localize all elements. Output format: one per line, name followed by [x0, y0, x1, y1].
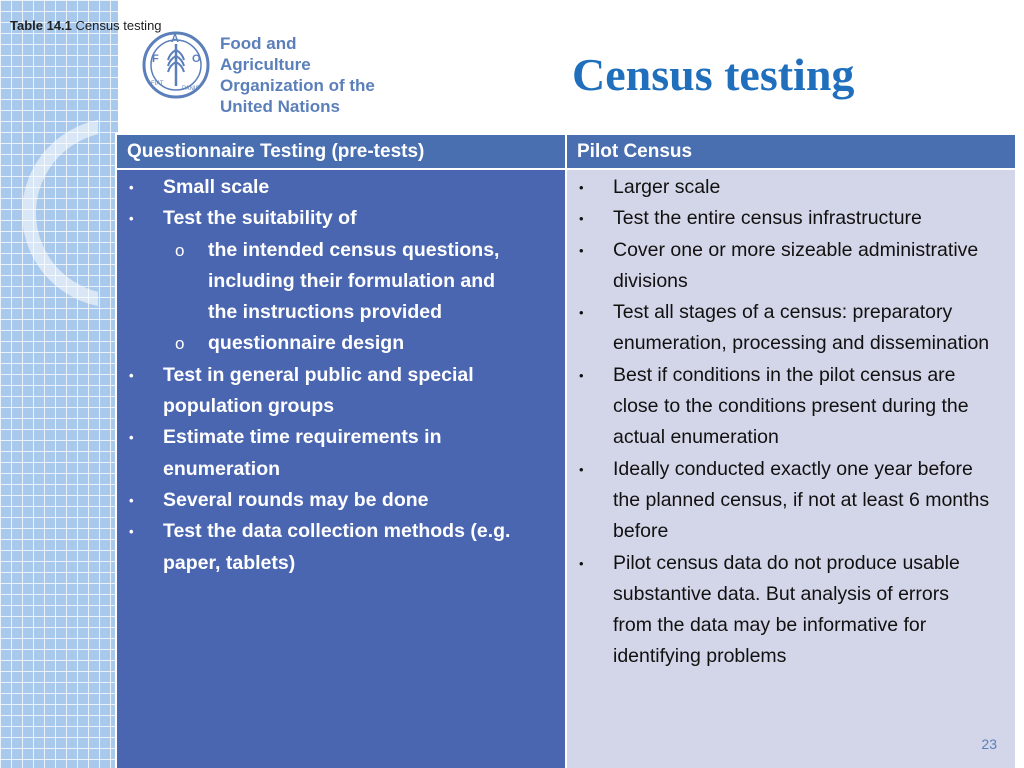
pretest-list	[117, 170, 565, 579]
pretest-item	[117, 485, 565, 516]
fao-emblem-icon	[140, 30, 212, 100]
bullet-icon: •	[579, 305, 584, 321]
bullet-icon: •	[129, 211, 134, 227]
pretest-item-text: questionnaire design	[208, 332, 405, 355]
pilot-item-text: Pilot census data do not produce usable	[613, 551, 960, 574]
bullet-icon: •	[129, 524, 134, 540]
pilot-item	[567, 328, 1015, 359]
left-column-header: Questionnaire Testing (pre-tests)	[117, 135, 565, 168]
pilot-item	[567, 203, 1015, 234]
bullet-icon: •	[579, 461, 584, 477]
pilot-item-text: substantive data. But analysis of errors	[613, 582, 950, 605]
circle-bullet-icon: o	[175, 240, 185, 260]
pilot-item	[567, 235, 1015, 266]
pilot-item-text: Cover one or more sizeable administrative	[613, 238, 979, 261]
slide-title: Census testing	[572, 49, 855, 100]
pretest-item	[117, 360, 565, 391]
pilot-item-text: Test the entire census infrastructure	[613, 207, 922, 230]
pretest-item-text: Test the data collection methods (e.g.	[163, 520, 511, 543]
pilot-item	[567, 641, 1015, 672]
pilot-item-text: enumeration, processing and dissemination	[613, 332, 990, 355]
pretest-item	[117, 172, 565, 203]
pretest-item	[117, 516, 565, 547]
emblem-motto-panis: PANIS	[182, 86, 200, 92]
pretest-item-text: Estimate time requirements in	[163, 426, 442, 449]
emblem-motto-fiat: FIAT	[151, 81, 164, 87]
pretest-item	[117, 548, 565, 579]
left-column-body	[117, 170, 565, 768]
pilot-item-text: actual enumeration	[613, 426, 779, 449]
table-caption	[10, 18, 162, 33]
bullet-icon: •	[129, 367, 134, 383]
pilot-item	[567, 266, 1015, 297]
pretest-item	[117, 422, 565, 453]
pilot-item	[567, 579, 1015, 610]
pilot-item	[567, 485, 1015, 516]
pilot-item	[567, 391, 1015, 422]
logo-line-1: Food and Agriculture	[220, 34, 311, 74]
pilot-item	[567, 297, 1015, 328]
pretest-item	[117, 454, 565, 485]
pilot-item-text: before	[613, 520, 669, 543]
pilot-item-text: close to the conditions present during the	[613, 395, 969, 418]
right-column-body	[567, 170, 1015, 768]
pretest-item-text: population groups	[163, 395, 335, 418]
pretest-item	[117, 203, 565, 234]
pilot-item-text: divisions	[613, 269, 688, 292]
pretest-item	[117, 266, 565, 297]
bullet-icon: •	[579, 180, 584, 195]
caption-text: Census testing	[75, 18, 162, 33]
pilot-item	[567, 516, 1015, 547]
bullet-icon: •	[129, 430, 134, 446]
pretest-item	[117, 328, 565, 359]
pilot-item-text: identifying problems	[613, 645, 787, 668]
pilot-item	[567, 548, 1015, 579]
pretest-item-text: Test in general public and special	[163, 363, 474, 386]
emblem-letter-f: F	[152, 53, 159, 65]
decorative-grid-strip	[0, 0, 118, 768]
emblem-letter-a: A	[171, 33, 179, 45]
pretest-item-text: Small scale	[163, 176, 270, 198]
pretest-item-text: Several rounds may be done	[163, 488, 429, 511]
pilot-item-text: the planned census, if not at least 6 months	[613, 488, 990, 511]
pretest-item-text: the instructions provided	[208, 301, 443, 324]
bullet-icon: •	[579, 242, 584, 258]
pilot-item	[567, 172, 1015, 203]
pilot-item-text: Ideally conducted exactly one year before	[613, 457, 973, 480]
pilot-item-text: from the data may be informative for	[613, 614, 927, 637]
pretest-item	[117, 297, 565, 328]
pretest-item-text: Test the suitability of	[163, 207, 357, 230]
pretest-item	[117, 391, 565, 422]
pilot-item-text: Test all stages of a census: preparatory	[613, 301, 953, 324]
bullet-icon: •	[129, 492, 134, 508]
right-column-header: Pilot Census	[567, 135, 1015, 168]
pilot-census-list	[567, 170, 1015, 673]
pilot-item-text: Larger scale	[613, 176, 721, 198]
comparison-table	[115, 133, 1017, 768]
logo-line-3: United Nations	[220, 97, 340, 116]
page-number: 23	[981, 736, 997, 752]
pretest-item-text: including their formulation and	[208, 269, 496, 292]
caption-label: Table 14.1	[10, 18, 72, 33]
pretest-item-text: paper, tablets)	[163, 551, 296, 574]
bullet-icon: •	[579, 211, 584, 227]
bullet-icon: •	[129, 180, 134, 195]
pilot-item	[567, 454, 1015, 485]
pretest-item	[117, 235, 565, 266]
circle-bullet-icon: o	[175, 334, 185, 354]
logo-line-2: Organization of the	[220, 76, 375, 95]
pilot-item-text: Best if conditions in the pilot census are	[613, 363, 956, 386]
bullet-icon: •	[579, 367, 584, 383]
fao-logo	[140, 30, 390, 116]
pilot-item	[567, 360, 1015, 391]
bullet-icon: •	[579, 555, 584, 571]
pilot-item	[567, 610, 1015, 641]
pretest-item-text: enumeration	[163, 457, 281, 480]
pilot-item	[567, 422, 1015, 453]
fao-logo-text	[220, 33, 390, 117]
emblem-letter-o: O	[192, 53, 201, 65]
pretest-item-text: the intended census questions,	[208, 238, 500, 261]
